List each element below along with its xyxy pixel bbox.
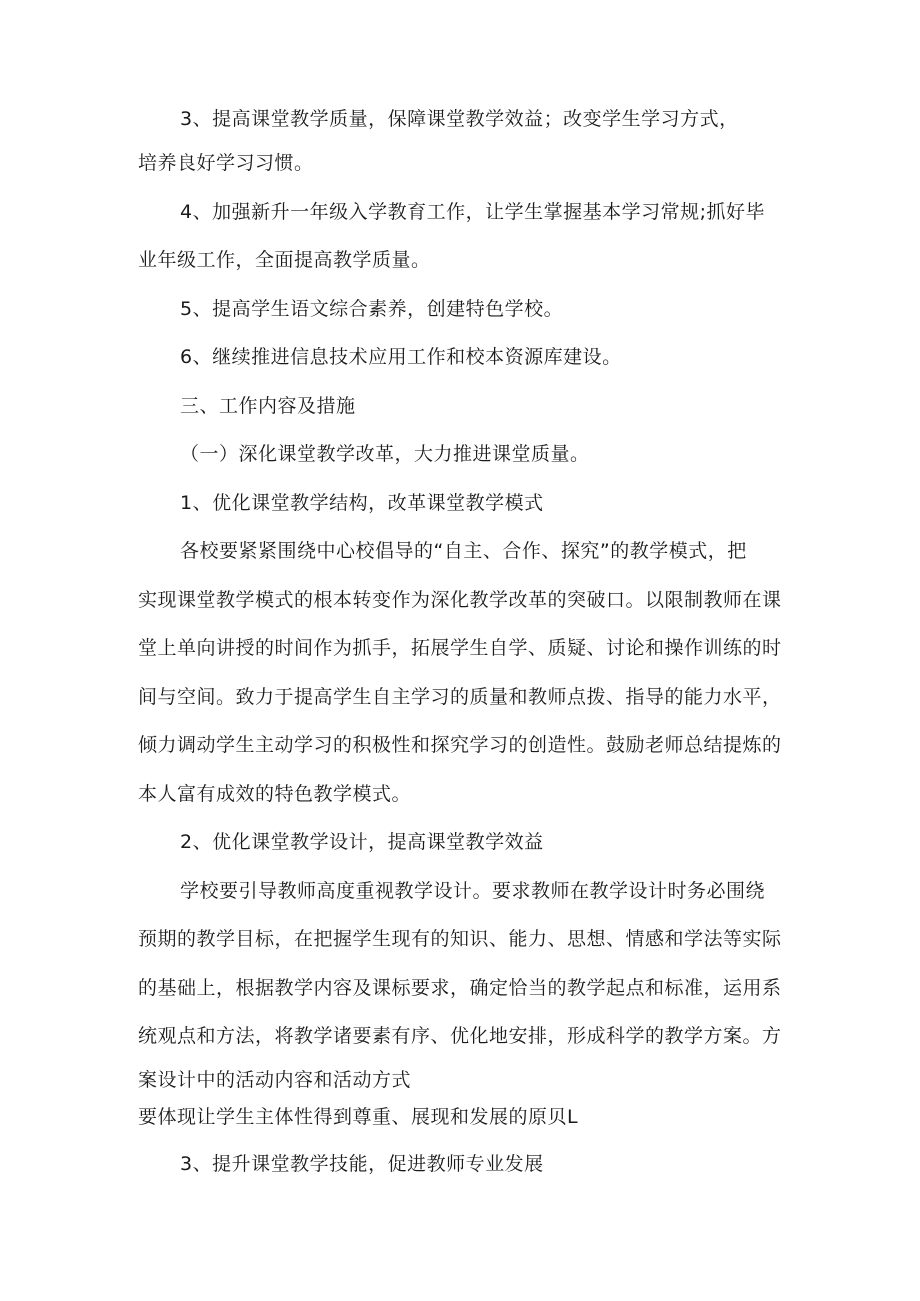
paragraph-1-line-1: 各校要紧紧围绕中心校倡导的“自主、合作、探究”的教学模式，把 (180, 540, 747, 562)
paragraph-2-line-1: 学校要引导教师高度重视教学设计。要求教师在教学设计时务必围绕 (180, 880, 766, 902)
point-3-heading: 3、提升课堂教学技能，促进教师专业发展 (180, 1153, 544, 1175)
paragraph-2-line-3: 的基础上，根据教学内容及课标要求，确定恰当的教学起点和标准，运用系 (138, 977, 782, 999)
point-2-heading: 2、优化课堂教学设计，提高课堂教学效益 (180, 831, 544, 853)
paragraph-2-line-2: 预期的教学目标，在把握学生现有的知识、能力、思想、情感和学法等实际 (138, 928, 782, 950)
item-3-line-2: 培养良好学习习惯。 (138, 152, 314, 174)
paragraph-1-line-5: 倾力调动学生主动学习的积极性和探究学习的创造性。鼓励老师总结提炼的 (138, 734, 782, 756)
paragraph-1-line-2: 实现课堂教学模式的根本转变作为深化教学改革的突破口。以限制教师在课 (138, 589, 782, 611)
section-heading-3: 三、工作内容及措施 (180, 395, 356, 417)
paragraph-1-line-3: 堂上单向讲授的时间作为抓手，拓展学生自学、质疑、讨论和操作训练的时 (138, 637, 782, 659)
item-6: 6、继续推进信息技术应用工作和校本资源库建设。 (180, 346, 622, 368)
item-3-line-1: 3、提高课堂教学质量，保障课堂教学效益；改变学生学习方式， (180, 108, 739, 130)
point-1-heading: 1、优化课堂教学结构，改革课堂教学模式 (180, 492, 544, 514)
paragraph-2-line-4: 统观点和方法，将教学诸要素有序、优化地安排，形成科学的教学方案。方 (138, 1025, 782, 1047)
paragraph-1-line-6: 本人富有成效的特色教学模式。 (138, 783, 412, 805)
paragraph-2-line-6: 要体现让学生主体性得到尊重、展现和发展的原贝L (138, 1106, 579, 1128)
item-4-line-2: 业年级工作，全面提高教学质量。 (138, 249, 431, 271)
item-5: 5、提高学生语文综合素养，创建特色学校。 (180, 298, 564, 320)
paragraph-1-line-4: 间与空间。致力于提高学生自主学习的质量和教师点拨、指导的能力水平， (138, 686, 782, 708)
item-4-line-1: 4、加强新升一年级入学教育工作，让学生掌握基本学习常规;抓好毕 (180, 201, 765, 223)
subsection-heading-1: （一）深化课堂教学改革，大力推进课堂质量。 (180, 443, 590, 465)
paragraph-2-line-5: 案设计中的活动内容和活动方式 (138, 1069, 412, 1091)
